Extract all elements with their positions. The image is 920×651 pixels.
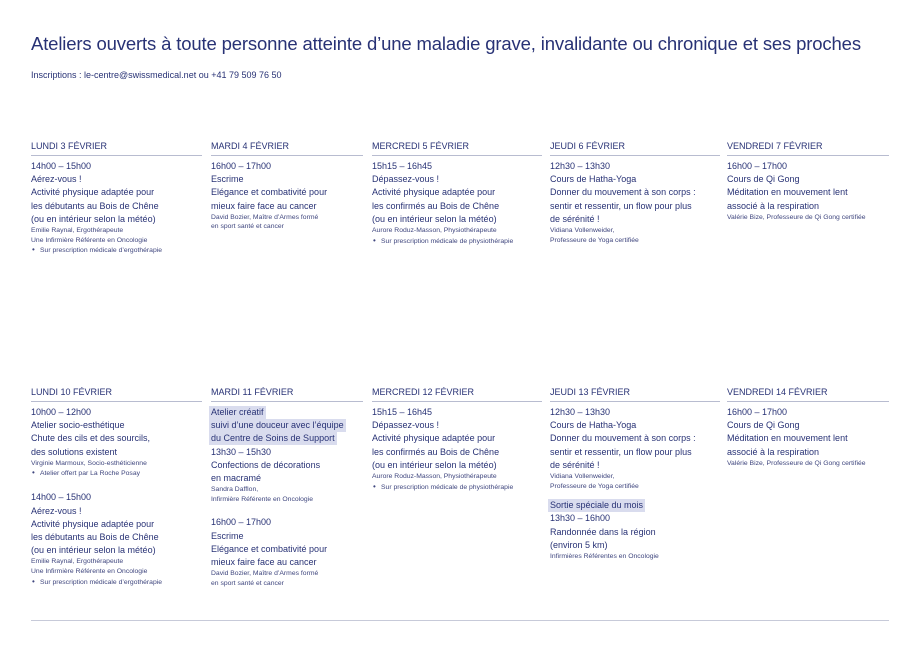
day-column-tuesday [211, 387, 363, 588]
day-column-thursday [550, 387, 720, 562]
event-time: 10h00 – 12h00 [31, 407, 92, 417]
event [550, 160, 720, 245]
event-description: les confirmés au Bois de Chêne [372, 200, 500, 211]
day-column-tuesday [211, 141, 363, 232]
event-description: de sérénité ! [550, 459, 600, 470]
event-description: (ou en intérieur selon la météo) [31, 213, 156, 224]
event [31, 491, 202, 587]
event-time: 13h30 – 15h30 [211, 446, 272, 457]
event-name: Escrime [211, 174, 244, 185]
event [211, 160, 363, 232]
event-staff: Aurore Roduz-Masson, Physiothérapeute [372, 227, 497, 235]
day-header: VENDREDI 14 FÉVRIER [727, 387, 889, 402]
event-time: 14h00 – 15h00 [31, 492, 92, 503]
event-description: Donner du mouvement à son corps : [550, 433, 696, 444]
event-description: en macramé [211, 473, 262, 484]
event [727, 406, 889, 468]
day-header: LUNDI 3 FÉVRIER [31, 141, 202, 156]
event-name: Cours de Qi Gong [727, 174, 800, 185]
event-name: Aérez-vous ! [31, 174, 82, 185]
event-description: sentir et ressentir, un flow pour plus [550, 446, 692, 457]
event-description: mieux faire face au cancer [211, 200, 317, 211]
day-header: MARDI 11 FÉVRIER [211, 387, 363, 402]
day-column-thursday [550, 141, 720, 245]
event-time: 15h15 – 16h45 [372, 407, 433, 417]
event-staff: Aurore Roduz-Masson, Physiothérapeute [372, 473, 497, 481]
event-name: Confections de décorations [211, 459, 321, 470]
day-column-wednesday [372, 141, 542, 247]
event-staff: Infirmières Référentes en Oncologie [550, 553, 659, 561]
event-time: 12h30 – 13h30 [550, 407, 611, 417]
day-column-wednesday [372, 387, 542, 493]
event-name: Cours de Qi Gong [727, 420, 800, 431]
day-header: JEUDI 13 FÉVRIER [550, 387, 720, 402]
day-header: MERCREDI 12 FÉVRIER [372, 387, 542, 402]
event-description: sentir et ressentir, un flow pour plus [550, 200, 692, 211]
event-description: Activité physique adaptée pour [31, 187, 155, 198]
event-description: Chute des cils et des sourcils, [31, 433, 151, 444]
event-description: Elégance et combativité pour [211, 187, 328, 198]
highlight-banner [211, 406, 363, 446]
event-staff: Emilie Raynal, Ergothérapeute [31, 558, 124, 566]
event-description: Méditation en mouvement lent [727, 187, 848, 198]
special-outing-label-row [550, 499, 720, 512]
event [550, 512, 720, 561]
banner-line: suivi d’une douceur avec l’équipe [211, 420, 344, 431]
event-description: Activité physique adaptée pour [31, 518, 155, 529]
event-time: 14h00 – 15h00 [31, 161, 92, 171]
event [372, 160, 542, 247]
event-note: • Atelier offert par La Roche Posay [31, 468, 202, 479]
contact-info: Inscriptions : le-centre@swissmedical.net ou +41 79 509 76 50 [31, 70, 282, 80]
event-description: les débutants au Bois de Chêne [31, 532, 159, 543]
day-header: LUNDI 10 FÉVRIER [31, 387, 202, 402]
event-note: • Sur prescription médicale de physiothérapie [372, 236, 542, 247]
day-column-friday [727, 141, 889, 222]
day-column-monday [31, 387, 202, 588]
event-description: (ou en intérieur selon la météo) [372, 459, 497, 470]
day-header: VENDREDI 7 FÉVRIER [727, 141, 889, 156]
event-description: Activité physique adaptée pour [372, 433, 496, 444]
event-time: 13h30 – 16h00 [550, 513, 611, 524]
event [31, 406, 202, 479]
event-note: • Sur prescription médicale d’ergothérapie [31, 245, 202, 256]
event-description: (ou en intérieur selon la météo) [31, 545, 156, 556]
event-description: des solutions existent [31, 446, 118, 457]
event-description: associé à la respiration [727, 200, 820, 211]
event-staff: en sport santé et cancer [211, 223, 284, 231]
event-name: Atelier socio-esthétique [31, 420, 125, 431]
event-staff: Une Infirmière Référente en Oncologie [31, 568, 148, 576]
event-note: • Sur prescription médicale d’ergothérapie [31, 577, 202, 588]
bottom-divider [31, 620, 889, 621]
event-description: de sérénité ! [550, 213, 600, 224]
event-description: associé à la respiration [727, 446, 820, 457]
banner-line: Atelier créatif [211, 407, 264, 417]
event-time: 16h00 – 17h00 [727, 407, 788, 417]
day-header: JEUDI 6 FÉVRIER [550, 141, 720, 156]
event-time: 12h30 – 13h30 [550, 161, 611, 171]
day-header: MERCREDI 5 FÉVRIER [372, 141, 542, 156]
event-staff: Infirmière Référente en Oncologie [211, 495, 314, 503]
event-description: Méditation en mouvement lent [727, 433, 848, 444]
event-staff: Une Infirmière Référente en Oncologie [31, 236, 148, 244]
event-description: Elégance et combativité pour [211, 543, 328, 554]
event-staff: Emilie Raynal, Ergothérapeute [31, 227, 124, 235]
event-staff: Professeure de Yoga certifiée [550, 482, 639, 490]
event-description: (environ 5 km) [550, 539, 608, 550]
event-name: Aérez-vous ! [31, 505, 82, 516]
event-staff: Professeure de Yoga certifiée [550, 236, 639, 244]
event-name: Cours de Hatha-Yoga [550, 420, 637, 431]
event-staff: David Bozier, Maître d’Armes formé [211, 570, 319, 578]
event-name: Dépassez-vous ! [372, 174, 440, 185]
special-outing-label: Sortie spéciale du mois [550, 500, 644, 511]
event-name: Cours de Hatha-Yoga [550, 174, 637, 185]
event-staff: Vidiana Vollenweider, [550, 473, 615, 481]
event-description: (ou en intérieur selon la météo) [372, 213, 497, 224]
event [31, 160, 202, 256]
day-header: MARDI 4 FÉVRIER [211, 141, 363, 156]
event [211, 516, 363, 588]
day-column-monday [31, 141, 202, 256]
event-time: 16h00 – 17h00 [727, 161, 788, 171]
day-column-friday [727, 387, 889, 468]
event [211, 446, 363, 505]
event-time: 16h00 – 17h00 [211, 517, 272, 528]
event-staff: en sport santé et cancer [211, 579, 284, 587]
event-name: Escrime [211, 530, 244, 541]
event-staff: David Bozier, Maître d’Armes formé [211, 213, 319, 221]
event-time: 16h00 – 17h00 [211, 161, 272, 171]
event-time: 15h15 – 16h45 [372, 161, 433, 171]
event-description: mieux faire face au cancer [211, 557, 317, 568]
event-name: Randonnée dans la région [550, 526, 656, 537]
banner-line: du Centre de Soins de Support [211, 433, 335, 444]
event-staff: Sandra Dafflon, [211, 486, 259, 494]
event [372, 406, 542, 493]
page-title: Ateliers ouverts à toute personne atteinte d’une maladie grave, invalidante ou chronique et ses proches [31, 33, 861, 54]
event-description: Activité physique adaptée pour [372, 187, 496, 198]
event-note: • Sur prescription médicale de physiothérapie [372, 482, 542, 493]
event [550, 406, 720, 491]
event-staff: Vidiana Vollenweider, [550, 227, 615, 235]
event [727, 160, 889, 222]
event-staff: Virginie Marmoux, Socio-esthéticienne [31, 459, 147, 467]
event-staff: Valérie Bize, Professeure de Qi Gong certifiée [727, 213, 866, 221]
event-description: les confirmés au Bois de Chêne [372, 446, 500, 457]
event-name: Dépassez-vous ! [372, 420, 440, 431]
event-description: Donner du mouvement à son corps : [550, 187, 696, 198]
event-staff: Valérie Bize, Professeure de Qi Gong certifiée [727, 459, 866, 467]
event-description: les débutants au Bois de Chêne [31, 200, 159, 211]
